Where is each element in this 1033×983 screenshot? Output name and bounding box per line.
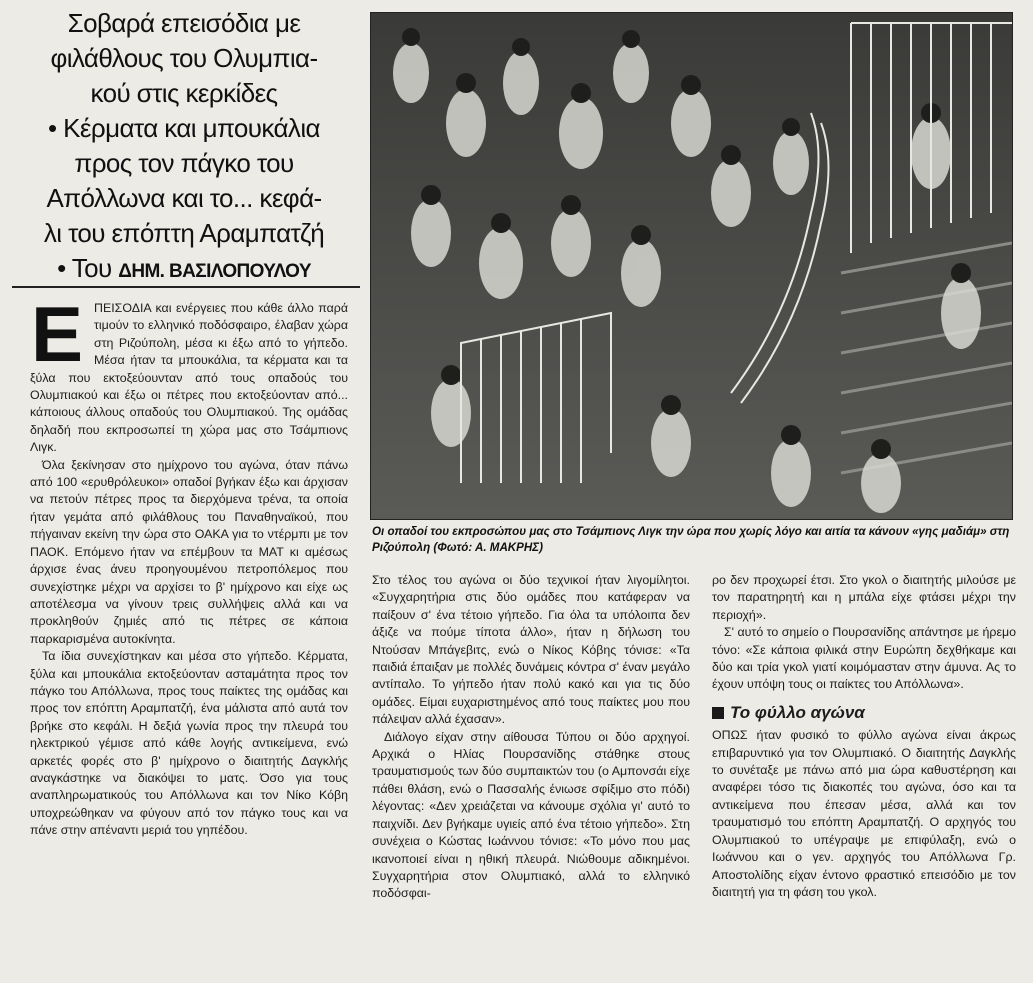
article-paragraph: Στο τέλος του αγώνα οι δύο τεχνικοί ήταν λιγομίλητοι. «Συγχαρητήρια στις δύο ομάδες που κατάφεραν να παίξουν σ' ένα τέτοιο γήπεδο. Για όλα τα υπόλοιπα δεν άξιζε να πούμε τίποτα άλλο», ήταν η δήλωση του Ντούσαν Μπάγεβιτς, ενώ ο Νίκος Κόβης τόνισε: «Τα παιδιά έπαιξαν με πολλές δυνάμεις κόντρα σ' έναν μεγάλο αντίπαλο. Το γήπεδο ήταν πολύ κακό και για τις δύο ομάδες. Είμαι ευχαριστημένος από τους παίκτες μου που πάλεψαν αλλά έχασαν».: [372, 573, 690, 727]
byline-author: ΔΗΜ. ΒΑΣΙΛΟΠΟΥΛΟΥ: [118, 261, 311, 282]
byline: [8, 251, 360, 289]
headline-divider: [12, 286, 360, 288]
headline-line: • Κέρματα και μπουκάλια: [48, 113, 320, 143]
headline-line: προς τον πάγκο του: [74, 148, 294, 178]
article-paragraph: Τα ίδια συνεχίστηκαν και μέσα στο γήπεδο. Κέρματα, ξύλα και μπουκάλια εκτοξεύονταν ασταμάτητα προς τον πάγκο του Απόλλωνα, προς τους παίκτες της ομάδας και προς τον επόπτη Αραμπατζή, ένα μάλιστα από αυτά τον βρήκε στο κεφάλι. Η δεξιά γωνία προς την πλευρά του ηλεκτρικού γέμισε από κάθε λογής αντικείμενα, ενώ αρκετές φορές στο β' ημίχρονο ο διαιτητής Δαγκλής αναγκάστηκε να διακόψει το ματς. Όσο για τους αναπληρωματικούς του Απόλλωνα και τον Νίκο Κόβη υποχρεώθηκαν να φύγουν από τον πάγκο τους και να πάνε στην απέναντι μεριά του γηπέδου.: [30, 649, 348, 838]
article-paragraph: Διάλογο είχαν στην αίθουσα Τύπου οι δύο αρχηγοί. Αρχικά ο Ηλίας Πουρσανίδης στάθηκε στους τραυματισμούς των δύο συμπαικτών του (ο Αμπονσάι είχε πάθει θλάση, ενώ ο Πασσαλής ένιωσε σφίξιμο στο πόδι) λέγοντας: «Δεν χρειάζεται να κάνουμε σχόλια γι' αυτό το παιχνίδι. Δεν βγήκαμε υγιείς από ένα τέτοιο γήπεδο». Στη συνέχεια ο Κώστας Ιωάννου τόνισε: «Το μόνο που μας ικανοποιεί είναι η ηθική πλευρά. Νιώθουμε αδικημένοι. Συγχαρητήρια στον Ολυμπιακό, αλλά το ελληνικό ποδόσφαι-: [372, 729, 690, 901]
article-column-1: [30, 290, 348, 840]
subhead-text: Το φύλλο αγώνα: [730, 702, 865, 722]
headline-line: κού στις κερκίδες: [90, 78, 278, 108]
article-paragraph: ΠΕΙΣΟΔΙΑ και ενέργειες που κάθε άλλο παρά τιμούν το ελληνικό ποδόσφαιρο, έλαβαν χώρα στη Ριζούπολη, μέσα κι έξω από το γήπεδο. Μέσα ήταν τα μπουκάλια, τα κέρματα και τα ξύλα που εκτοξεύουνταν από τους οπαδούς του Ολυμπιακού και έξω οι πέτρες που εκτοξεύονταν από... κάποιους άλλους οπαδούς του Ολυμπιακού. Της ομάδας δηλαδή που εκπροσωπεί τη χώρα μας στο Τσάμπιονς Λιγκ.: [30, 301, 348, 455]
article-column-2: [372, 572, 690, 903]
news-photo: [370, 12, 1013, 520]
section-subhead: [712, 704, 1016, 721]
article-paragraph: Όλα ξεκίνησαν στο ημίχρονο του αγώνα, όταν πάνω από 100 «ερυθρόλευκοι» οπαδοί βγήκαν έξω και άρχισαν να πετούν πέτρες προς τα διερχόμενα τρένα, τα οποία ήταν γεμάτα από φιλάθλους του Παναθηναϊκού, που πήγαιναν εκείνη την ώρα στο ΟΑΚΑ για το ντέρμπι με τον ΠΑΟΚ. Επόμενο ήταν να επέμβουν τα ΜΑΤ κι αμέσως άρχισε ένας άνευ προηγουμένου πετροπόλεμος που συνεχίστηκε μέχρι να αρχίσει το β' ημίχρονο και είχε ως αποτέλεσμα να γίνουν τρεις συλλήψεις αλλά και να προκληθούν ζημιές από τις πέτρες σε κάποια παρκαρισμένα αυτοκίνητα.: [30, 457, 348, 646]
headline-line: λι του επόπτη Αραμπατζή: [43, 218, 325, 248]
square-bullet-icon: [712, 707, 724, 719]
article-column-3: [712, 572, 1016, 901]
article-paragraph: ΟΠΩΣ ήταν φυσικό το φύλλο αγώνα είναι άκρως επιβαρυντικό για τον Ολυμπιακό. Ο διαιτητής Δαγκλής το συνέταξε με πάνω από μια ώρα καθυστέρηση και αναφέρει τόσο τις διακοπές του αγώνα, όσο και τα αντικείμενα που έπεσαν μέσα, αλλά και τον τραυματισμό του επόπτη Αραμπατζή. Ο αρχηγός του Ολυμπιακού το υπέγραψε με επιφύλαξη, ενώ ο Ιωάννου και ο γεν. αρχηγός του Απόλλωνα Γρ. Αποστολίδης είχαν έντονο φραστικό επεισόδιο με τον διαιτητή για τη φάση του γκολ.: [712, 728, 1016, 899]
article-paragraph: Σ' αυτό το σημείο ο Πουρσανίδης απάντησε με ήρεμο τόνο: «Σε κάποια φιλικά στην Ευρώπη δεχθήκαμε και δύο και τρία γκολ γιατί κοιμόμασταν στην άμυνα. Ας το έχουν υπόψη τους οι παίκτες του Απόλλωνα».: [712, 625, 1016, 692]
byline-prefix: • Του: [57, 253, 112, 283]
headline-line: φιλάθλους του Ολυμπια-: [50, 43, 318, 73]
photo-caption: Οι οπαδοί του εκπροσώπου μας στο Τσάμπιονς Λιγκ την ώρα που χωρίς λόγο και αιτία τα κάνουν «γης μαδιάμ» στη Ριζούπολη (Φωτό: Α. ΜΑΚΡΗΣ): [372, 525, 1010, 554]
headline: [8, 6, 360, 289]
headline-line: Σοβαρά επεισόδια με: [67, 8, 301, 38]
drop-cap: Ε: [30, 290, 84, 378]
crowd-photo-image: [371, 13, 1012, 519]
headline-line: Απόλλωνα και το... κεφά-: [46, 183, 322, 213]
article-paragraph: ρο δεν προχωρεί έτσι. Στο γκολ ο διαιτητής μιλούσε με τον παρατηρητή και η μπάλα είχε φτάσει μέχρι την περιοχή».: [712, 573, 1016, 622]
